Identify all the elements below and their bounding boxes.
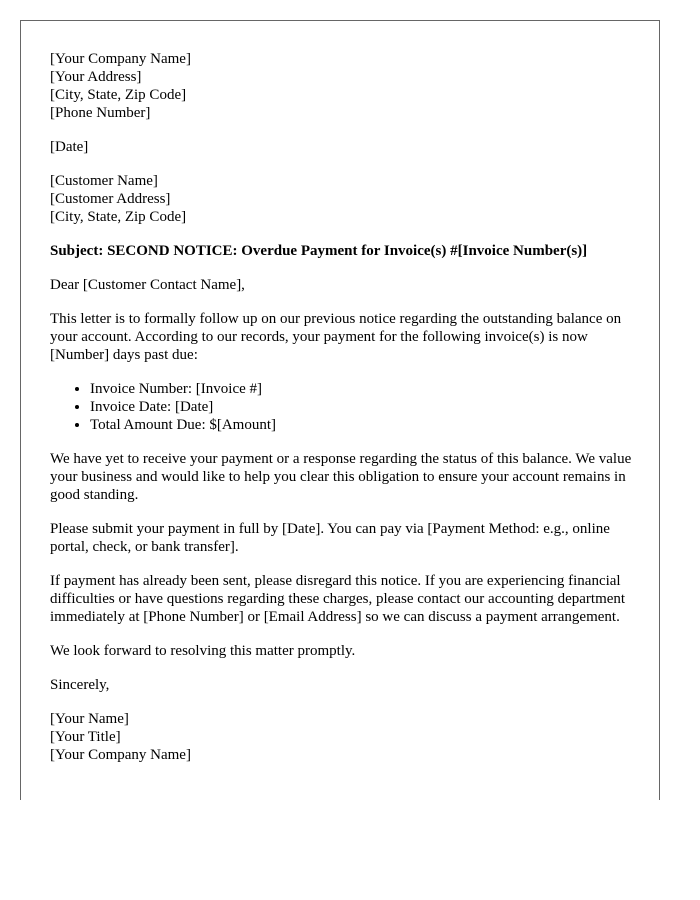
signoff: Sincerely,: [50, 677, 110, 693]
signature-title: [Your Title]: [50, 729, 121, 745]
sender-address-block: [50, 50, 640, 122]
sender-city-state-zip: [City, State, Zip Code]: [50, 87, 187, 103]
signature-block: [50, 710, 640, 764]
invoice-details-list: [50, 380, 640, 434]
closing-line: We look forward to resolving this matter promptly.: [50, 643, 356, 659]
recipient-city-state-zip: [City, State, Zip Code]: [50, 209, 187, 225]
sender-address: [Your Address]: [50, 69, 142, 85]
followup-paragraph: We have yet to receive your payment or a response regarding the status of this balance. We value your business and would like to help you clear this obligation to ensure your account remains in good standing.: [50, 451, 632, 503]
letter-content: [50, 50, 640, 780]
submit-payment-paragraph: Please submit your payment in full by [Date]. You can pay via [Payment Method: e.g., online portal, check, or bank transfer].: [50, 521, 610, 555]
recipient-address-block: [50, 172, 640, 226]
amount-due-item: • Total Amount Due: $[Amount]: [90, 416, 640, 434]
invoice-number-item: • Invoice Number: [Invoice #]: [90, 380, 640, 398]
recipient-name: [Customer Name]: [50, 173, 158, 189]
letter-page: [20, 20, 660, 800]
signature-name: [Your Name]: [50, 711, 129, 727]
subject-line: Subject: SECOND NOTICE: Overdue Payment for Invoice(s) #[Invoice Number(s)]: [50, 243, 588, 259]
sender-phone: [Phone Number]: [50, 105, 151, 121]
invoice-date-item: • Invoice Date: [Date]: [90, 398, 640, 416]
recipient-address: [Customer Address]: [50, 191, 171, 207]
letter-date: [Date]: [50, 139, 89, 155]
sender-company: [Your Company Name]: [50, 51, 191, 67]
salutation: Dear [Customer Contact Name],: [50, 277, 245, 293]
intro-paragraph: This letter is to formally follow up on our previous notice regarding the outstanding balance on your account. According to our records, your payment for the following invoice(s) is now [Number] days past due:: [50, 311, 622, 363]
letter-date-block: [50, 138, 640, 156]
disregard-paragraph: If payment has already been sent, please disregard this notice. If you are experiencing financial difficulties or have questions regarding these charges, please contact our accounting department immediately at [Phone Number] or [Email Address] so we can discuss a payment arrangement.: [50, 573, 626, 625]
signature-company: [Your Company Name]: [50, 747, 191, 763]
